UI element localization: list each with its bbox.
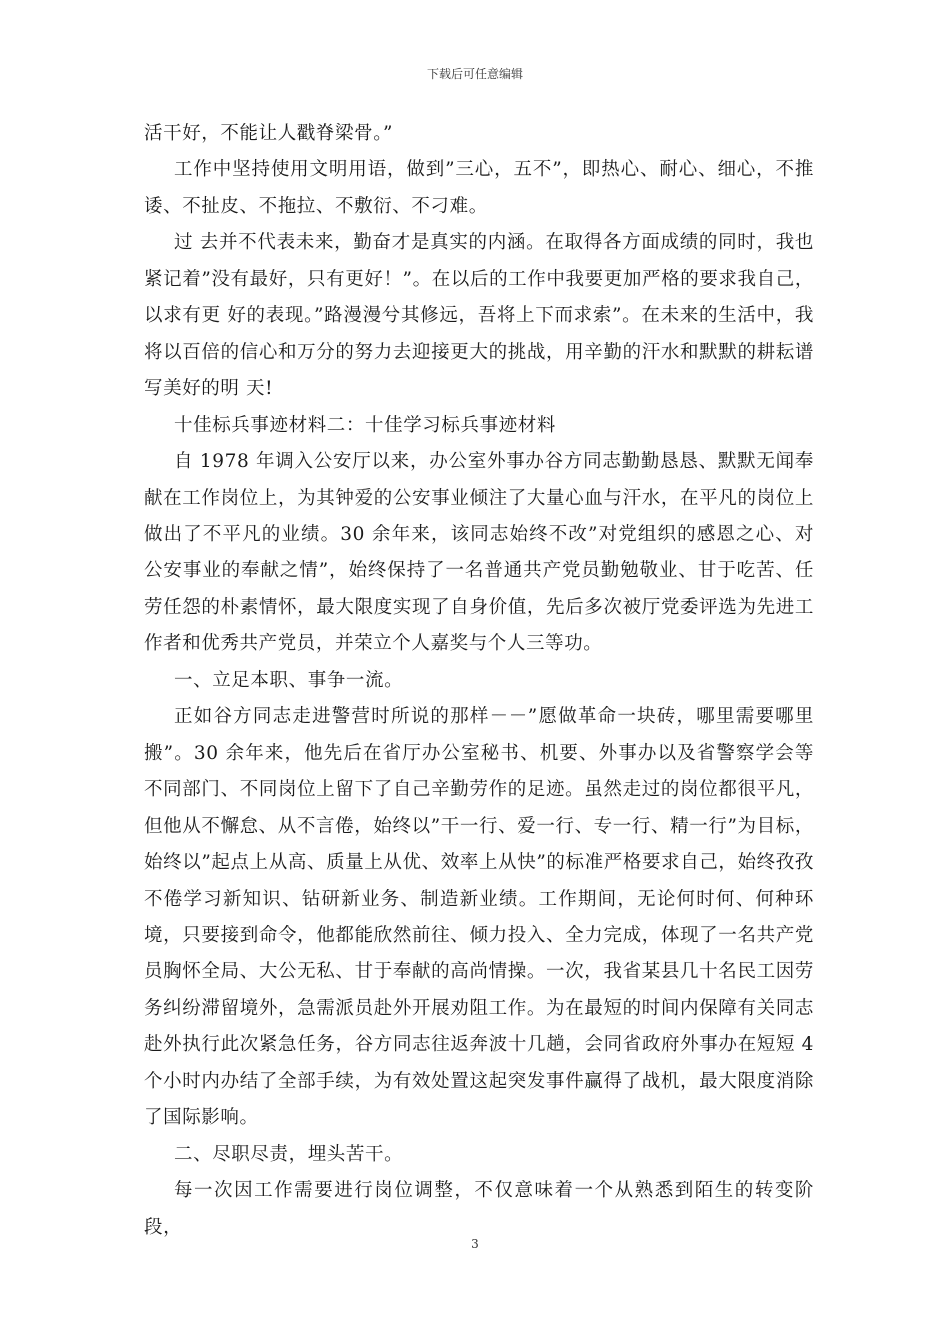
paragraph-position-change: 每一次因工作需要进行岗位调整，不仅意味着一个从熟悉到陌生的转变阶段， [144,1180,814,1238]
paragraph-continuation: 活干好，不能让人戳脊梁骨。” [144,123,394,144]
page-header: 下载后可任意编辑 [426,67,523,81]
paragraph-biography-intro: 自 1978 年调入公安厅以来，办公室外事办谷方同志勤勤恳恳、默默无闻奉献在工作岗位上，为其钟爱的公安事业倾注了大量心血与汗水，在平凡的岗位上做出了不平凡的业绩。30 余年来，该同志始终不改”对党组织的感恩之心、对公安事业的奉献之情”，始终保持了一名普通共产党员勤勉敬业、甘于吃苦、任劳任怨的朴素情怀，最大限度实现了自身价值，先后多次被厅党委评选为先进工作者和优秀共产党员，并荣立个人嘉奖与个人三等功。 [144,451,814,655]
paragraph-future-outlook: 过 去并不代表未来，勤奋才是真实的内涵。在取得各方面成绩的同时，我也紧记着”没有最好，只有更好！”。在以后的工作中我要更加严格的要求我自己，以求有更 好的表现。”路漫漫兮其修远，吾将上下而求索”。在未来的生活中，我将以百倍的信心和万分的努力去迎接更大的挑战，用辛勤的汗水和默默的耕耘谱写美好的明 天! [144,232,814,400]
page-number: 3 [471,1237,479,1251]
section-heading-material-two: 十佳标兵事迹材料二：十佳学习标兵事迹材料 [174,414,557,436]
document-body [144,116,814,1246]
subheading-one: 一、立足本职、事争一流。 [174,669,404,691]
paragraph-civil-language: 工作中坚持使用文明用语，做到”三心，五不”，即热心、耐心、细心，不推诿、不扯皮、不拖拉、不敷衍、不刁难。 [144,159,814,217]
subheading-two: 二、尽职尽责，埋头苦干。 [174,1143,404,1165]
paragraph-career-details: 正如谷方同志走进警营时所说的那样－－”愿做革命一块砖，哪里需要哪里搬”。30 余年来，他先后在省厅办公室秘书、机要、外事办以及省警察学会等不同部门、不同岗位上留下了自己辛勤劳作的足迹。虽然走过的岗位都很平凡，但他从不懈怠、从不言倦，始终以”干一行、爱一行、专一行、精一行”为目标，始终以”起点上从高、质量上从优、效率上从快”的标准严格要求自己，始终孜孜不倦学习新知识、钻研新业务、制造新业绩。工作期间，无论何时何、何种环境，只要接到命令，他都能欣然前往、倾力投入、全力完成，体现了一名共产党员胸怀全局、大公无私、甘于奉献的高尚情操。一次，我省某县几十名民工因劳务纠纷滞留境外，急需派员赴外开展劝阻工作。为在最短的时间内保障有关同志赴外执行此次紧急任务，谷方同志往返奔波十几趟，会同省政府外事办在短短 4 个小时内办结了全部手续，为有效处置这起突发事件赢得了战机，最大限度消除了国际影响。 [144,706,814,1129]
